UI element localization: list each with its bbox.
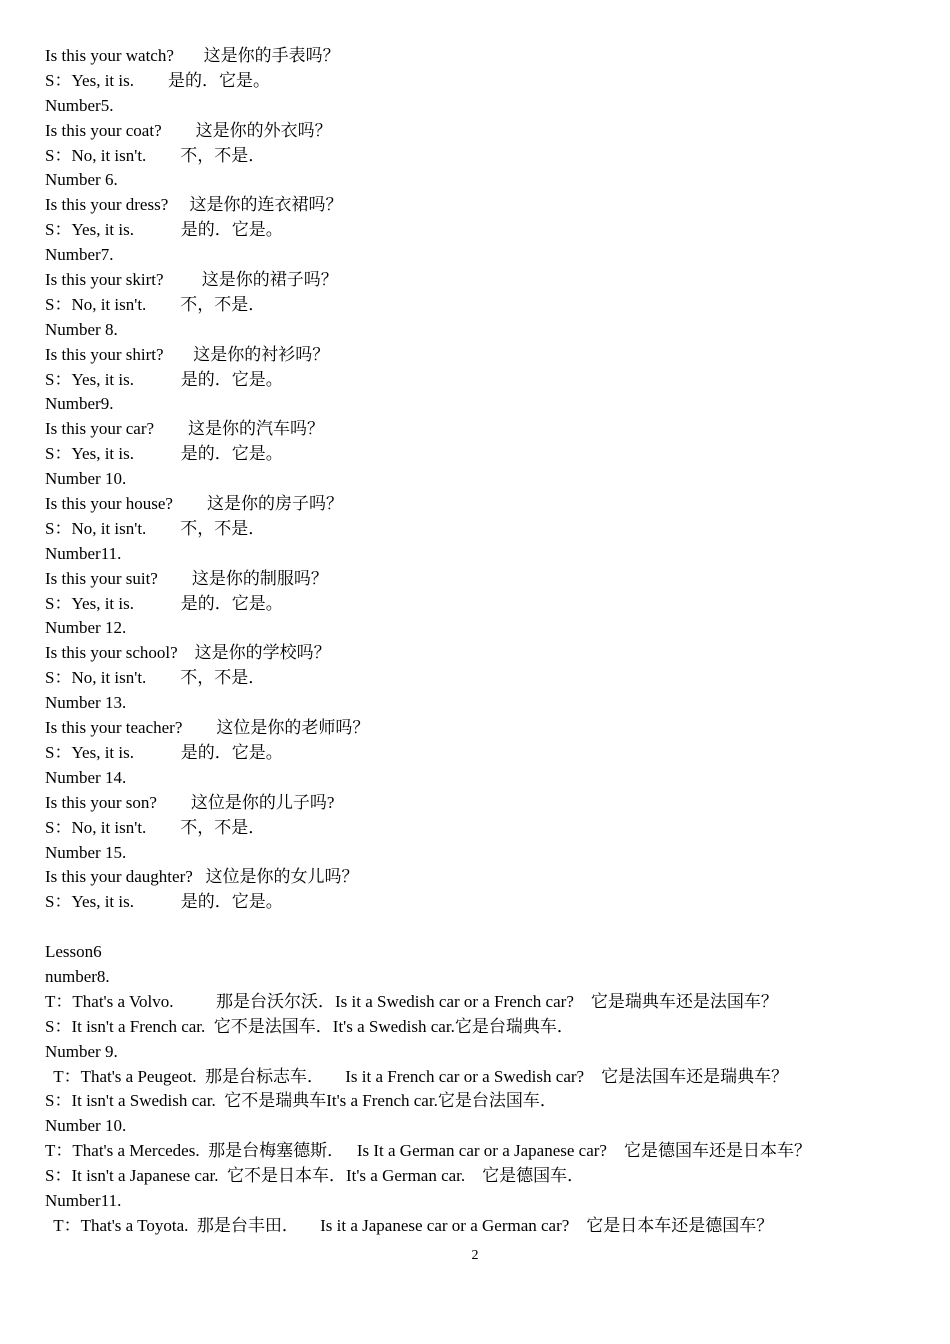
text-line: Is this your house? 这是你的房子吗？ [45,494,343,514]
text-line: T：That's a Toyota. 那是台丰田． Is it a Japanese car or a German car? 它是日本车还是德国车？ [45,1215,774,1235]
text-line: Is this your coat? 这是你的外衣吗？ [45,120,332,140]
text-line: S：It isn't a Japanese car. 它不是日本车．It's a German car. 它是德国车． [45,1166,585,1186]
text-line: Number7. [45,245,114,265]
text-line: Is this your watch? 这是你的手表吗？ [45,46,340,65]
text-line: T：That's a Volvo. 那是台沃尔沃．Is it a Swedish car or a French car? 它是瑞典车还是法国车？ [45,991,778,1011]
text-line: S：Yes, it is. 是的．它是。 [45,220,283,240]
text-line: S：No, it isn't. 不，不是． [45,668,266,688]
text-line: S：No, it isn't. 不，不是． [45,518,266,538]
text-line: Lesson6 [45,942,102,962]
text-line: S：No, it isn't. 不，不是． [45,145,266,165]
text-line: T：That's a Peugeot. 那是台标志车． Is it a French car or a Swedish car? 它是法国车还是瑞典车？ [45,1066,789,1086]
text-line: S：Yes, it is. 是的．它是。 [45,70,270,90]
text-line: Number 8. [45,319,118,339]
text-line: Number11. [45,1190,122,1210]
text-line: S：No, it isn't. 不，不是． [45,294,266,314]
text-line: S：Yes, it is. 是的．它是。 [45,892,283,912]
text-line: Number 6. [45,170,118,190]
text-line: S：It isn't a French car. 它不是法国车．It's a Swedish car.它是台瑞典车． [45,1016,574,1036]
text-line: S：It isn't a Swedish car. 它不是瑞典车It's a French car.它是台法国车． [45,1091,557,1111]
text-line: Number11. [45,543,122,563]
text-line: Is this your teacher? 这位是你的老师吗？ [45,718,370,738]
text-line: Number9. [45,394,114,414]
text-line: S：No, it isn't. 不，不是． [45,817,266,837]
document-body [45,44,925,1239]
text-line: Is this your shirt? 这是你的衬衫吗？ [45,344,330,364]
text-line: S：Yes, it is. 是的．它是。 [45,444,283,464]
text-line: Number5. [45,95,114,115]
text-line: Is this your skirt? 这是你的裙子吗？ [45,270,338,290]
text-line: Is this your school? 这是你的学校吗？ [45,643,331,663]
text-line: Is this your son? 这位是你的儿子吗? [45,792,335,812]
text-line: Is this your suit? 这是你的制服吗？ [45,568,328,588]
text-line: Is this your daughter? 这位是你的女儿吗？ [45,867,359,887]
text-line: T：That's a Mercedes. 那是台梅塞德斯． Is It a German car or a Japanese car? 它是德国车还是日本车？ [45,1141,811,1161]
text-line: Number 14. [45,767,127,787]
text-line [45,915,925,940]
text-line: Number 10. [45,1116,127,1136]
text-line: Is this your car? 这是你的汽车吗？ [45,419,325,439]
text-line: number8. [45,966,110,986]
text-line: Number 9. [45,1041,118,1061]
text-line: Is this your dress? 这是你的连衣裙吗？ [45,195,343,215]
text-line: Number 15. [45,842,127,862]
text-line: Number 10. [45,469,127,489]
text-line: S：Yes, it is. 是的．它是。 [45,742,283,762]
text-line: S：Yes, it is. 是的．它是。 [45,369,283,389]
page-number: 2 [471,1248,479,1263]
text-line: S：Yes, it is. 是的．它是。 [45,593,283,613]
text-line: Number 13. [45,693,127,713]
text-line: Number 12. [45,618,127,638]
